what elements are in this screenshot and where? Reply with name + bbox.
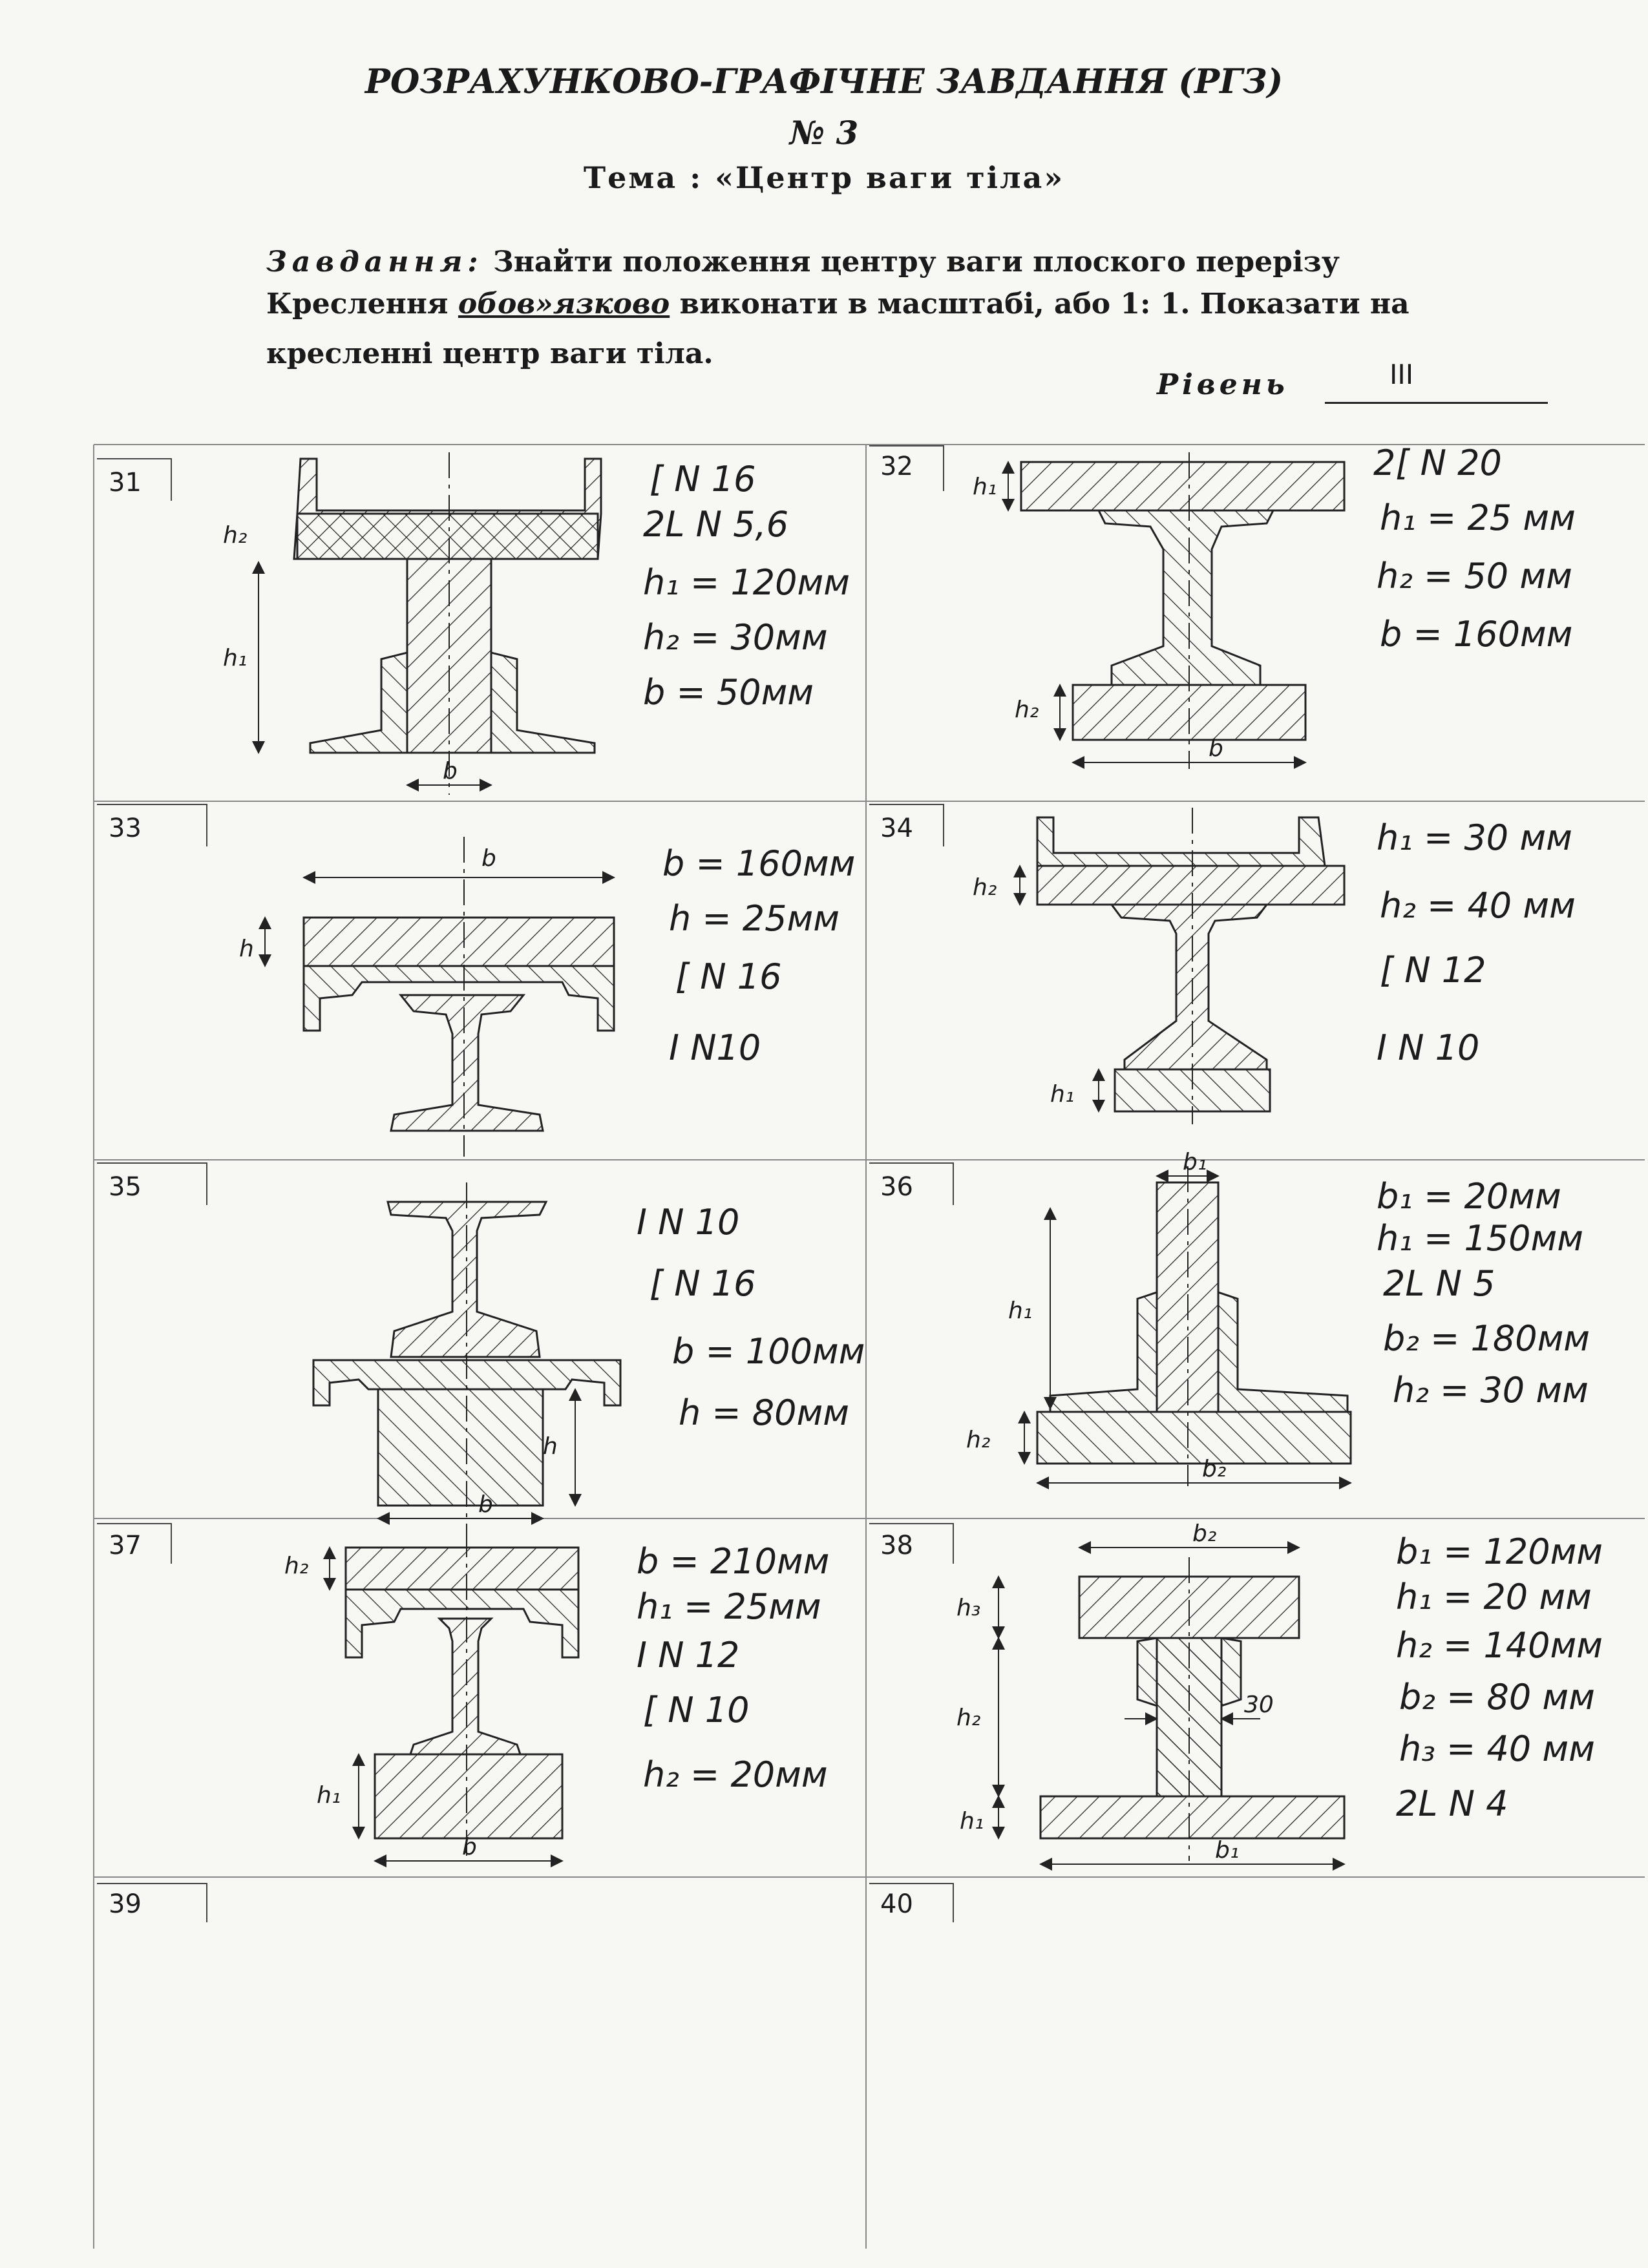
- section-drawing-36: [1024, 1166, 1351, 1486]
- param-34-2: h₂ = 40 мм: [1380, 885, 1576, 926]
- param-33-2: h = 25мм: [669, 898, 840, 939]
- cell-33-params: [662, 843, 855, 1068]
- task-text-2c: виконати в масштабі, або 1: 1. Показати на: [679, 288, 1410, 320]
- param-36-5: h₂ = 30 мм: [1393, 1370, 1589, 1411]
- dim-35-h: h: [543, 1433, 558, 1460]
- dim-36-b1: b₁: [1183, 1149, 1207, 1175]
- cell-32-number: 32: [880, 452, 913, 481]
- assignment-number: № 3: [789, 114, 859, 152]
- param-35-3: b = 100мм: [672, 1331, 865, 1372]
- dim-32-h1: h₁: [973, 474, 997, 500]
- section-drawing-34: [1020, 808, 1344, 1124]
- cell-31-number: 31: [109, 468, 142, 498]
- topic-text: «Центр ваги тіла»: [715, 160, 1065, 195]
- cell-37-number: 37: [109, 1531, 142, 1560]
- dim-35-b: b: [478, 1491, 493, 1518]
- param-38-1: b₁ = 120мм: [1396, 1531, 1603, 1572]
- topic-label: Тема :: [583, 160, 703, 195]
- param-32-4: b = 160мм: [1380, 614, 1573, 655]
- param-31-4: h₂ = 30мм: [643, 617, 828, 658]
- dim-33-b: b: [481, 845, 496, 872]
- dim-32-b: b: [1209, 735, 1223, 762]
- dim-31-b: b: [443, 758, 458, 784]
- param-36-1: b₁ = 20мм: [1377, 1176, 1561, 1217]
- cell-33-number: 33: [109, 814, 142, 843]
- param-37-4: [ N 10: [643, 1690, 750, 1730]
- section-drawing-35: [313, 1182, 620, 1531]
- dim-34-h2: h₂: [973, 874, 997, 901]
- param-34-1: h₁ = 30 мм: [1377, 817, 1572, 858]
- param-32-3: h₂ = 50 мм: [1377, 556, 1572, 596]
- cell-36-params: [1377, 1176, 1590, 1411]
- dim-37-h2: h₂: [284, 1553, 309, 1579]
- dim-33-h: h: [239, 936, 254, 962]
- dim-37-b: b: [462, 1834, 477, 1860]
- param-36-3: 2L N 5: [1383, 1263, 1495, 1304]
- dim-36-h1: h₁: [1008, 1297, 1033, 1324]
- level-label: Рівень: [1157, 368, 1289, 401]
- param-38-5: h₃ = 40 мм: [1399, 1728, 1595, 1769]
- dim-34-h1: h₁: [1050, 1081, 1075, 1108]
- section-drawing-33: [265, 837, 614, 1157]
- param-32-2: h₁ = 25 мм: [1380, 498, 1576, 538]
- section-drawing-31: [259, 452, 601, 795]
- task-line-3: кресленні центр ваги тіла.: [266, 337, 713, 370]
- param-37-1: b = 210мм: [637, 1541, 830, 1582]
- param-37-2: h₁ = 25мм: [637, 1586, 821, 1627]
- param-35-2: [ N 16: [650, 1263, 756, 1304]
- param-38-2: h₁ = 20 мм: [1396, 1577, 1592, 1617]
- task-text-2b: обов»язково: [458, 288, 670, 320]
- dim-36-h2: h₂: [966, 1427, 991, 1453]
- cell-38-params: [1396, 1531, 1603, 1824]
- dim-37-h1: h₁: [317, 1782, 341, 1809]
- dim-38-b2: b₂: [1192, 1520, 1217, 1547]
- cell-38-number: 38: [880, 1531, 913, 1560]
- param-37-3: I N 12: [637, 1635, 740, 1675]
- section-drawing-32: [1008, 452, 1344, 769]
- cell-34-number: 34: [880, 814, 913, 843]
- dim-38-h3: h₃: [956, 1595, 981, 1621]
- cell-31-params: [643, 459, 850, 713]
- dim-36-b2: b₂: [1202, 1456, 1227, 1482]
- dim-31-h1: h₁: [223, 645, 248, 671]
- param-33-3: [ N 16: [675, 956, 782, 997]
- param-38-4: b₂ = 80 мм: [1399, 1677, 1595, 1717]
- dim-32-h2: h₂: [1015, 697, 1039, 723]
- param-31-3: h₁ = 120мм: [643, 562, 850, 603]
- param-33-4: I N10: [669, 1027, 761, 1068]
- param-35-4: h = 80мм: [679, 1392, 849, 1433]
- cell-35-number: 35: [109, 1172, 142, 1202]
- param-36-4: b₂ = 180мм: [1383, 1318, 1590, 1359]
- level-value: III: [1389, 359, 1414, 390]
- param-31-1: [ N 16: [650, 459, 756, 499]
- section-drawing-38: [998, 1548, 1344, 1864]
- dim-38-h2: h₂: [956, 1705, 981, 1731]
- section-drawing-37: [330, 1531, 578, 1861]
- task-text-1: Знайти положення центру ваги плоского перерізу: [492, 246, 1340, 278]
- cell-40-number: 40: [880, 1889, 913, 1919]
- cell-36-number: 36: [880, 1172, 913, 1202]
- param-31-5: b = 50мм: [643, 672, 814, 713]
- param-31-2: 2L N 5,6: [643, 504, 789, 545]
- param-35-1: I N 10: [637, 1202, 740, 1243]
- cell-39-number: 39: [109, 1889, 142, 1919]
- dim-31-h2: h₂: [223, 522, 248, 549]
- param-34-3: [ N 12: [1380, 950, 1486, 991]
- param-38-6: 2L N 4: [1396, 1783, 1508, 1824]
- cell-35-params: [637, 1202, 865, 1433]
- cell-37-params: [637, 1541, 829, 1795]
- param-37-5: h₂ = 20мм: [643, 1754, 828, 1795]
- dim-38-30: 30: [1244, 1692, 1274, 1718]
- task-label: Завдання:: [266, 246, 483, 278]
- param-34-4: I N 10: [1377, 1027, 1480, 1068]
- param-32-1: 2[ N 20: [1373, 443, 1502, 483]
- cell-34-params: [1377, 817, 1576, 1068]
- param-33-1: b = 160мм: [662, 843, 856, 884]
- param-38-3: h₂ = 140мм: [1396, 1625, 1603, 1666]
- dim-38-b1: b₁: [1215, 1837, 1240, 1864]
- dim-38-h1: h₁: [960, 1808, 984, 1834]
- page-title: РОЗРАХУНКОВО-ГРАФІЧНЕ ЗАВДАННЯ (РГЗ): [364, 62, 1284, 101]
- cell-32-params: [1373, 443, 1576, 655]
- param-36-2: h₁ = 150мм: [1377, 1218, 1583, 1259]
- task-text-2a: Креслення: [266, 288, 449, 320]
